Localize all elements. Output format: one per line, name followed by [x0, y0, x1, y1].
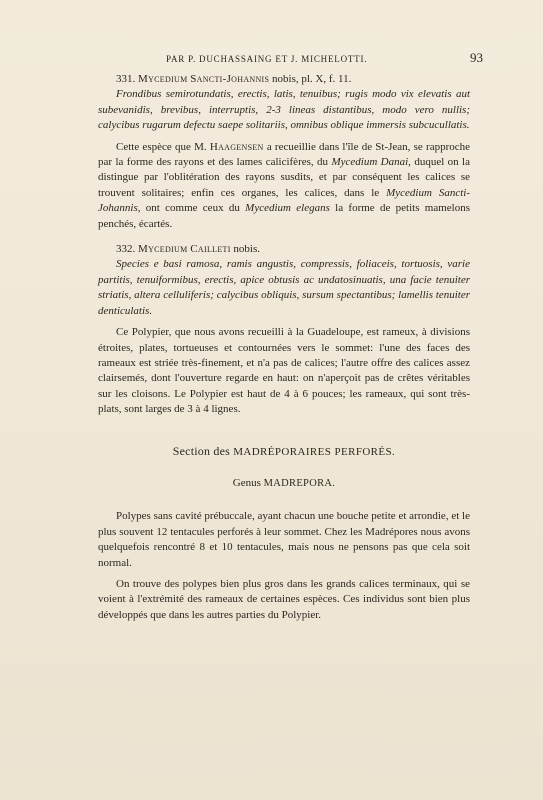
species-name: Mycedium elegans [245, 202, 330, 215]
entry-332-genus: Mycedium [138, 243, 188, 256]
entry-331-number: 331. [116, 73, 136, 85]
entry-332-heading [98, 242, 470, 257]
collector-name: Haagensen [209, 140, 264, 153]
text-run: la forme de petits mamelons penchés, écartés. [98, 202, 470, 230]
section-caps: MADRÉPORAIRES PERFORÉS. [233, 445, 396, 458]
entry-332-species: Cailleti [190, 243, 231, 256]
madrepora-paragraph-1: Polypes sans cavité prébuccale, ayant chacun une bouche petite et arrondie, et le plus souvent 12 tentacules perforés à leur sommet. Chez les Madrépores nous avons quelquefois rencontré 8 et 10 tentacules, mais nous ne pensons pas que cela soit normal. [98, 510, 470, 569]
entry-331-heading [98, 72, 470, 87]
madrepora-paragraph-2: On trouve des polypes bien plus gros dans les grands calices terminaux, qui se voient à l'extrémité des rameaux de certaines espèces. Ces individus sont bien plus développés que dans les autres parties du Polypier. [98, 577, 470, 621]
species-name: Mycedium Danai [331, 156, 409, 169]
section-prefix: Section des [172, 443, 230, 458]
page-header [98, 50, 483, 70]
species-name: Mycedium Sancti-Johannis [98, 186, 471, 215]
genus-prefix: Genus [232, 476, 261, 489]
genus-heading [98, 476, 470, 491]
entry-331-species: Sancti-Johannis [190, 73, 270, 85]
entry-331-latin-description: Frondibus semirotundatis, erectis, latis, tenuibus; rugis modo vix elevatis aut subevanidis, brevibus, interruptis, 2-3 lineas distantibus, modo vero nullis; calycibus rugarum defectu saepe solitariis, omnibus oblique immersis subcucullatis. [98, 88, 470, 132]
text-run: Cette espèce que M. [116, 140, 210, 153]
text-run: a recueillie dans l'île de St-Jean, se rapproche par la forme des rayons et des lames calicifères, du [98, 140, 471, 169]
page-number: 93 [470, 50, 483, 65]
entry-331-genus: Mycedium [138, 73, 188, 85]
entry-331-paragraph [98, 140, 470, 232]
section-heading [98, 444, 470, 460]
entry-332-paragraph: Ce Polypier, que nous avons recueilli à la Guadeloupe, est rameux, à divisions étroites, plates, tortueuses et contournées vers le sommet: l'une des faces des rameaux est striée très-finement, et n'a pas de calices; l'autre offre des calices assez clairsemés, dont l'ouverture regarde en haut: on n'aperçoit pas de crêtes véritables sur les cloisons. Le Polypier est haut de 4 à 6 pouces; les rameaux, qui sont très-plats, sont larges de 3 à 4 lignes. [98, 326, 470, 416]
text-run: , ont comme ceux du [137, 202, 246, 215]
genus-caps: MADREPORA. [263, 477, 336, 489]
spacer [98, 232, 470, 242]
running-head: PAR P. DUCHASSAING ET J. MICHELOTTI. [166, 54, 368, 64]
text-run: , duquel on la distingue par l'oblitération des rayons susdits, et par conséquent les calices se trouvent solitaires; enfin ces organes, les calices, dans le [98, 156, 471, 199]
entry-332-number: 332. [116, 243, 136, 256]
entry-331-reference: nobis, pl. X, f. 11. [272, 73, 352, 85]
entry-332-latin-description: Species e basi ramosa, ramis angustis, compressis, foliaceis, tortuosis, varie partitis, tenuiformibus, erectis, apice obtusis ac undatosinuatis, una facie tenuiter striatis, altera celluliferis; calycibus obliquis, sursum spectantibus; lamellis tenuiter denticulatis. [98, 258, 470, 317]
page-body [98, 72, 470, 623]
entry-332-reference: nobis. [233, 243, 260, 256]
